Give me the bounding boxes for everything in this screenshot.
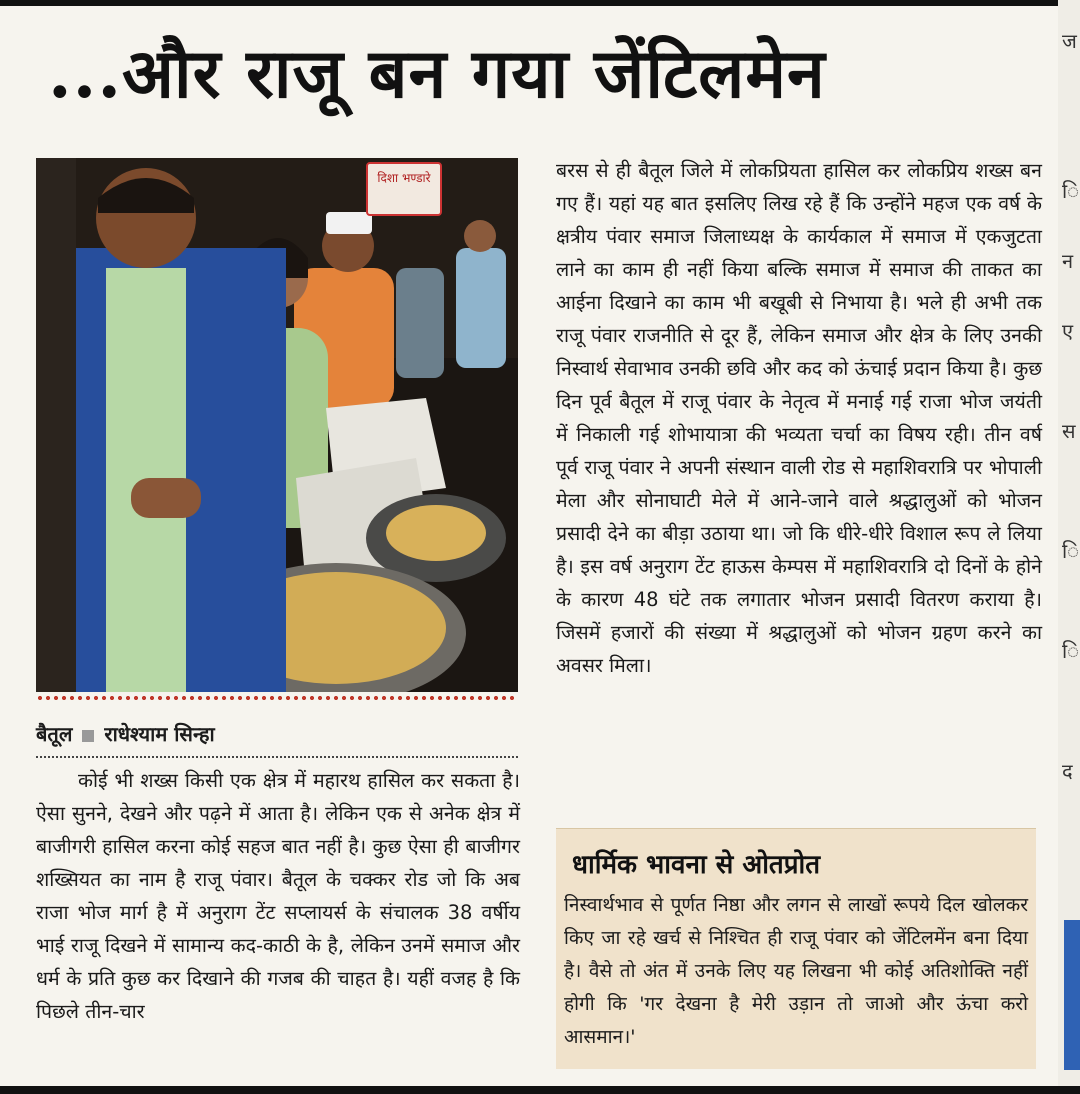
news-photo — [36, 158, 518, 692]
box-text: निस्वार्थभाव से पूर्णत निष्ठा और लगन से लाखों रूपये दिल खोलकर किए जा रहे खर्च से निश्चित ही राजू पंवार को जेंटिलमेंन बना दिया है। वैसे तो अंत में उनके लिए यह लिखना भी कोई अतिशोक्ति नहीं होगी कि 'गर देखना है मेरी उड़ान तो जाओ और ऊंचा करो आसमान।' — [564, 894, 1028, 1048]
left-paragraph: कोई भी शख्स किसी एक क्षेत्र में महारथ हासिल कर सकता है। ऐसा सुनने, देखने और पढ़ने में आता है। लेकिन एक से अनेक क्षेत्र में बाजीगरी हासिल करना कोई सहज बात नहीं है। कुछ ऐसा ही बाजीगर शख्सियत का नाम है राजू पंवार। बैतूल के चक्कर रोड जो कि अब राजा भोज मार्ग है में अनुराग टेंट सप्लायर्स के संचालक 38 वर्षीय भाई राजू दिखने में सामान्य कद-काठी के है, लेकिन उनमें समाज और धर्म के प्रति कुछ कर दिखाने की गजब की चाहत है। यहीं वजह है कि पिछले तीन-चार — [36, 769, 520, 1023]
byline — [36, 712, 518, 758]
edge-glyph: ि — [1062, 539, 1080, 563]
highlight-box — [556, 828, 1036, 1069]
byline-place: बैतूल — [36, 722, 73, 746]
edge-glyph: ज — [1062, 29, 1077, 53]
edge-glyph: न — [1062, 249, 1074, 273]
bottom-border — [0, 1086, 1080, 1094]
dotted-divider — [36, 694, 518, 702]
banner-sign: दिशा भण्डारे — [366, 162, 442, 216]
left-column — [36, 764, 520, 1028]
edge-glyph: द — [1062, 759, 1073, 783]
byline-author: राधेश्याम सिन्हा — [104, 722, 215, 746]
edge-glyph: स — [1062, 419, 1076, 443]
adjacent-photo-edge — [1064, 920, 1080, 1070]
right-column — [556, 154, 1042, 682]
right-paragraph: बरस से ही बैतूल जिले में लोकप्रियता हासिल कर लोकप्रिय शख्स बन गए हैं। यहां यह बात इसलिए लिख रहे हैं कि उन्होंने महज एक वर्ष के क्षत्रीय पंवार समाज जिलाध्यक्ष के कार्यकाल में समाज में एकजुटता लाने का काम ही नहीं किया बल्कि समाज में समाज की ताकत का आईना दिखाने का काम भी बखूबी से निभाया है। भले ही अभी तक राजू पंवार राजनीति से दूर हैं, लेकिन समाज और क्षेत्र के लिए उनकी निस्वार्थ सेवाभाव उनकी छवि और कद को ऊंचाई प्रदान किया है। कुछ दिन पूर्व बैतूल में राजू पंवार के नेतृत्व में मनाई गई राजा भोज जयंती में निकाली गई शोभायात्रा की भव्यता चर्चा का विषय रही। तीन वर्ष पूर्व राजू पंवार ने अपनी संस्थान वाली रोड से महाशिवरात्रि पर भोपाली मेला और सोनाघाटी मेले में आने-जाने वाले श्रद्धालुओं को भोजन प्रसादी देने का बीड़ा उठाया था। जो कि धीरे-धीरे विशाल रूप ले लिया है। इस वर्ष अनुराग टेंट हाऊस केम्पस में महाशिवरात्रि दो दिनों के होने के कारण 48 घंटे तक लगातार भोजन प्रसादी वितरण कराया है। जिसमें हजारों की संख्या में श्रद्धालुओं को भोजन ग्रहण करने का अवसर मिला। — [556, 159, 1042, 677]
edge-glyph: ि — [1062, 179, 1080, 203]
edge-glyph: ि — [1062, 639, 1080, 663]
headline: ...और राजू बन गया जेंटिलमेन — [48, 34, 826, 114]
box-title: धार्मिक भावना से ओतप्रोत — [572, 850, 821, 880]
byline-separator — [82, 730, 94, 742]
edge-glyph: ए — [1062, 319, 1074, 343]
top-border — [0, 0, 1080, 6]
